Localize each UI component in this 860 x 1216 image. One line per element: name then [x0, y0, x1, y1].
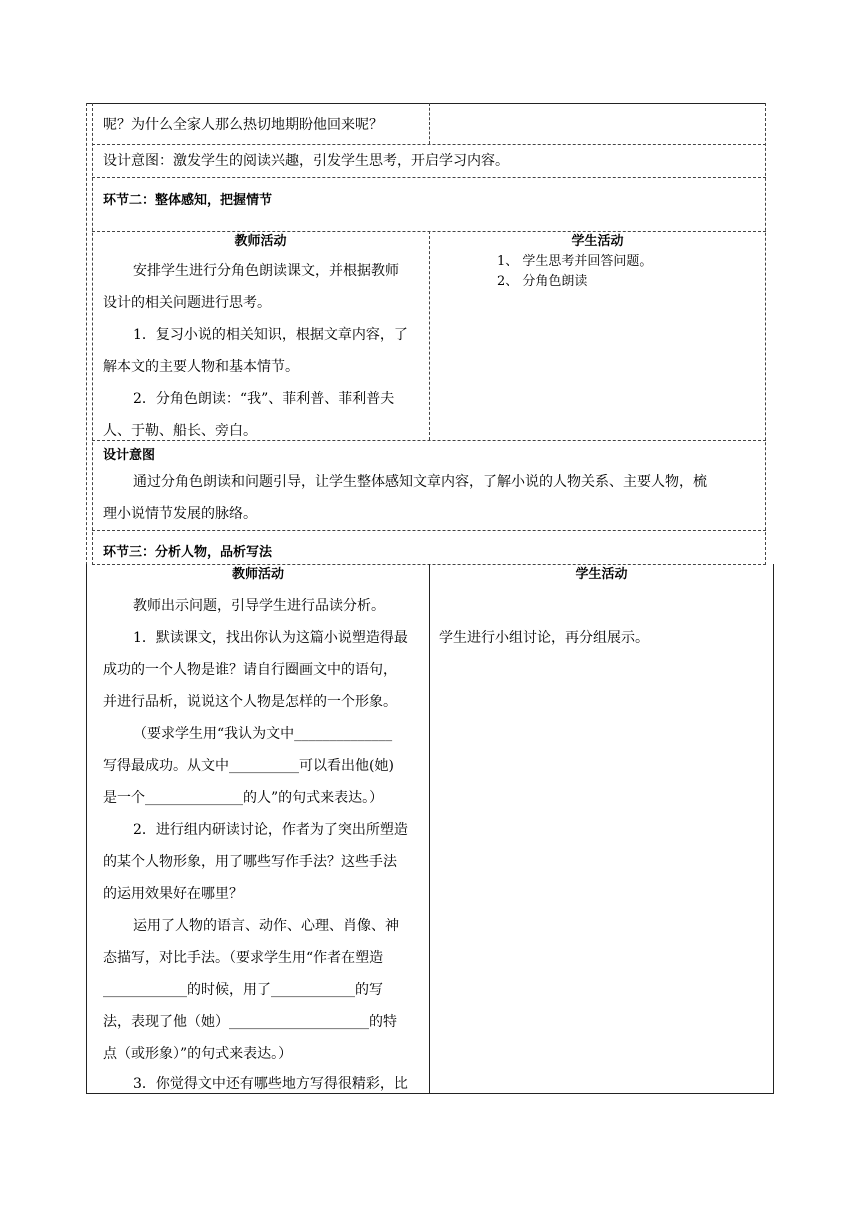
section-2-teacher-line: 安排学生进行分角色朗读课文，并根据教师: [133, 263, 399, 279]
section-3-teacher-heading: 教师活动: [231, 567, 284, 582]
section-3-teacher-line: （要求学生用“我认为文中______________: [133, 726, 393, 742]
column-divider-section2: [429, 231, 430, 440]
question-continuation-text: 呢？为什么全家人那么热切地期盼他回来呢？: [103, 117, 383, 133]
section-3-teacher-line: 点（或形象）”的句式来表达。）: [103, 1046, 293, 1062]
section-2-teacher-heading: 教师活动: [234, 234, 287, 249]
table-right-border-solid: [773, 564, 774, 1093]
section-3-teacher-line: 2．进行组内研读讨论，作者为了突出所塑造: [133, 822, 408, 838]
design-intent-2-line: 理小说情节发展的脉络。: [103, 506, 257, 522]
table-top-border: [86, 103, 766, 104]
section-3-teacher-line: 是一个______________的人”的句式来表达。）: [103, 790, 384, 806]
design-intent-2-line: 通过分角色朗读和问题引导，让学生整体感知文章内容，了解小说的人物关系、主要人物，梳: [133, 474, 707, 490]
table-left-border-dashed: [86, 103, 87, 565]
section-2-teacher-line: 解本文的主要人物和基本情节。: [103, 359, 299, 375]
section-3-teacher-line: 成功的一个人物是谁？请自行圈画文中的语句，: [103, 662, 397, 678]
section-2-student-item: 2、 分角色朗读: [497, 274, 588, 289]
column-divider-row1: [429, 103, 430, 144]
section-3-teacher-line: 教师出示问题，引导学生进行品读分析。: [133, 598, 385, 614]
table-left-border-solid: [86, 564, 87, 1093]
section-2-student-item: 1、 学生思考并回答问题。: [497, 254, 653, 269]
section-3-teacher-line: 1．默读课文，找出你认为这篇小说塑造得最: [133, 630, 408, 646]
section-3-teacher-line: 3．你觉得文中还有哪些地方写得很精彩，比: [133, 1076, 408, 1092]
section-2-student-heading: 学生活动: [571, 234, 624, 249]
table-left-inner-border-dashed: [92, 103, 93, 565]
row-divider-5: [92, 530, 766, 531]
section-3-teacher-line: 法，表现了他（她）____________________的特: [103, 1014, 397, 1030]
section-2-teacher-line: 设计的相关问题进行思考。: [103, 295, 271, 311]
section-2-title: 环节二：整体感知，把握情节: [103, 193, 273, 208]
section-2-teacher-line: 2．分角色朗读：“我”、菲利普、菲利普夫: [133, 391, 395, 407]
section-3-teacher-line: 的运用效果好在哪里？: [103, 886, 243, 902]
section-2-teacher-line: 人、于勒、船长、旁白。: [103, 423, 257, 439]
section-3-teacher-line: ____________的时候，用了____________的写: [103, 982, 383, 998]
section-3-teacher-line: 态描写，对比手法。（要求学生用“作者在塑造: [103, 950, 384, 966]
section-3-teacher-line: 写得最成功。从文中__________可以看出他(她): [103, 758, 394, 774]
row-divider-2: [92, 177, 766, 178]
section-3-teacher-line: 的某个人物形象，用了哪些写作手法？这些手法: [103, 854, 397, 870]
design-intent-1: 设计意图：激发学生的阅读兴趣，引发学生思考，开启学习内容。: [103, 153, 509, 169]
section-3-teacher-line: 运用了人物的语言、动作、心理、肖像、神: [133, 918, 399, 934]
section-3-student-heading: 学生活动: [575, 567, 628, 582]
section-3-teacher-line: 并进行品析，说说这个人物是怎样的一个形象。: [103, 694, 397, 710]
table-right-border-dashed: [765, 103, 766, 565]
section-3-title: 环节三：分析人物，品析写法: [103, 545, 273, 560]
section-3-student-text: 学生进行小组讨论，再分组展示。: [439, 630, 649, 646]
section-2-teacher-line: 1．复习小说的相关知识，根据文章内容，了: [133, 327, 408, 343]
column-divider-section3: [429, 564, 430, 1093]
design-intent-2-label: 设计意图: [103, 448, 156, 463]
